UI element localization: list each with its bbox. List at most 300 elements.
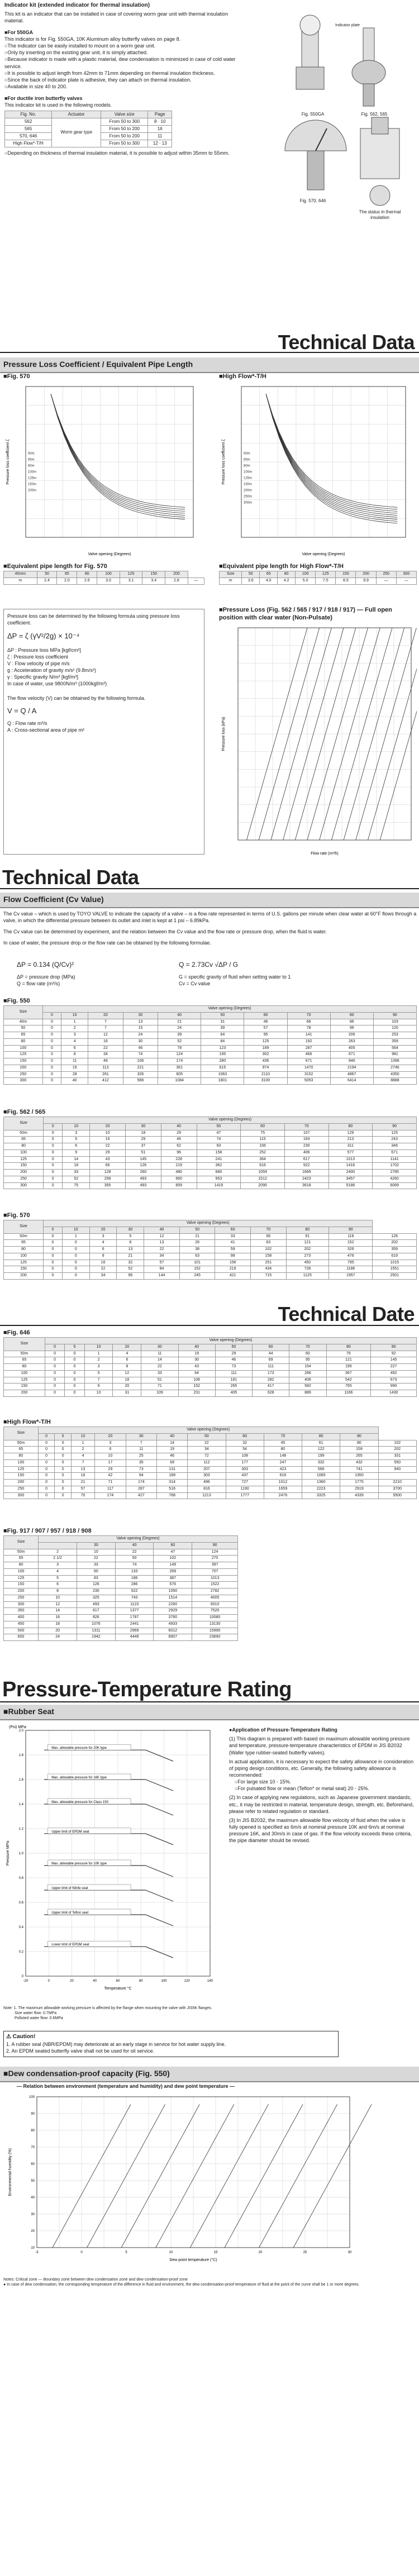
tbl917-heading: ■Fig. 917 / 907 / 957 / 918 / 908 xyxy=(3,1528,92,1534)
table-cell: 6 xyxy=(95,1447,126,1453)
table-cell: — xyxy=(396,578,416,584)
table-cell: 22 xyxy=(90,1143,126,1150)
ptr-app-item: (3) In JIS B2032, the maximum allowable flow velocity of fluid when the valve is fully opened is specified as 6m/s at nominal pressure 10K and 6m/s at nominal pressure 16K, and 30m/s in case of gas. If the flow velocity exceeds these criteria, the pipe diameter should be revised. xyxy=(229,1817,412,1844)
series-line xyxy=(53,2105,131,2248)
table-row xyxy=(4,1025,417,1032)
table-header: 40 xyxy=(158,1012,201,1019)
x-tick-label: 30 xyxy=(347,2251,352,2254)
table-cell: 80 xyxy=(4,1143,44,1150)
table-cell: 1957 xyxy=(329,1273,373,1280)
table-cell: 65 xyxy=(4,1556,39,1562)
table-cell: 207 xyxy=(188,1466,226,1473)
table-cell: 8 xyxy=(117,1240,144,1247)
x-tick-label: -20 xyxy=(23,1979,28,1983)
series-label: 300m xyxy=(244,501,253,505)
table-cell: 3 xyxy=(95,1440,126,1447)
cv-table-550 xyxy=(3,1005,417,1085)
table-header: 90 xyxy=(373,1012,416,1019)
tbl570-heading: ■Fig. 570 xyxy=(3,1212,30,1219)
table-cell: 65 xyxy=(4,1032,43,1039)
cv-para: The Cv value can be determined by experiment, and the relation between the Cv value and the flow rate or pressure drop, when the fluid is water. xyxy=(3,929,327,935)
formula-def: γ : Specific gravity N/m³ [kgf/m³] xyxy=(7,674,79,680)
table-cell: 1050 xyxy=(154,1588,192,1595)
table-cell: 2929 xyxy=(154,1608,192,1615)
table-header: 60 xyxy=(253,1344,289,1351)
series-label: 250m xyxy=(244,495,253,499)
table-cell: 100 xyxy=(4,1253,44,1260)
y-tick-label: 1.6 xyxy=(18,1778,23,1782)
table-cell: 32 xyxy=(226,1440,264,1447)
table-cell: 126 xyxy=(77,1582,115,1588)
table-cell: 0 xyxy=(44,1137,63,1143)
table-cell: 615 xyxy=(201,1065,244,1071)
table-cell: Worm gear type xyxy=(52,118,101,147)
table-header: 30 xyxy=(77,1542,115,1549)
rating-line xyxy=(146,1834,174,1845)
table-cell: 24 xyxy=(39,1634,77,1641)
table-cell: 346 xyxy=(373,1143,417,1150)
table-cell: 195 xyxy=(201,1052,244,1058)
table-cell: 38 xyxy=(179,1247,215,1253)
table-header-span: Valve opening (Degrees) xyxy=(45,1338,416,1344)
table-cell: 80 xyxy=(4,1562,39,1569)
table-cell: 359 xyxy=(373,1038,416,1045)
table-cell: 150 xyxy=(4,1163,44,1170)
table-cell: 0 xyxy=(38,1486,55,1492)
series-line xyxy=(225,2105,303,2248)
table-cell: 73 xyxy=(215,1364,252,1371)
table-cell: 680 xyxy=(197,1170,241,1176)
table-cell: 280 xyxy=(201,1058,244,1065)
table-cell: 126 xyxy=(125,1163,161,1170)
table-header-span: Valve opening (Degrees) xyxy=(43,1220,372,1227)
table-header: Size xyxy=(4,1536,39,1549)
table-cell: 741 xyxy=(340,1466,378,1473)
table-cell: From 50 to 200 xyxy=(101,125,148,132)
table-row xyxy=(4,1608,238,1615)
table-cell: 227 xyxy=(371,1364,417,1371)
table-cell: 6 xyxy=(39,1582,77,1588)
table-row xyxy=(4,1473,417,1480)
table-cell: 125 xyxy=(4,1377,45,1384)
table-cell: 148 xyxy=(264,1453,302,1460)
press-loss-heading: ■Pressure Loss (Fig. 562 / 565 / 917 / 918 / 917) — Full open position with clear water (Non-Pulsate) xyxy=(219,607,392,621)
table-cell: 12 xyxy=(39,1601,77,1608)
divider xyxy=(0,352,419,353)
table-cell: 0 xyxy=(43,1253,62,1260)
fig-562-565-drawing xyxy=(352,28,385,106)
y-tick-label: 1.0 xyxy=(18,1852,23,1855)
table-header: 100 xyxy=(296,571,316,578)
table-cell: 628 xyxy=(253,1390,289,1397)
table-header: Fig. No. xyxy=(5,111,52,118)
ductile-models-table xyxy=(4,111,172,147)
table-header: 70 xyxy=(287,1012,330,1019)
table-cell: 2.4 xyxy=(37,578,57,584)
table-cell: 542 xyxy=(326,1377,371,1384)
dew-band: ■Dew condensation-proof capacity (Fig. 550) xyxy=(0,2067,419,2082)
table-cell: 1777 xyxy=(226,1492,264,1499)
table-header: 70 xyxy=(251,1227,287,1233)
table-cell: 12 xyxy=(144,1233,180,1240)
table-cell: 18 xyxy=(113,1377,141,1384)
cv-para: In case of water, the pressure drop or the flow rate can be obtained by the following formulae. xyxy=(3,940,211,946)
flow-formula: V = Q / A xyxy=(7,706,37,715)
table-header: 50 xyxy=(179,1227,215,1233)
series-line xyxy=(266,394,397,518)
table-header: 60 xyxy=(215,1227,251,1233)
caution-title xyxy=(6,2034,336,2041)
y-unit-label: (Psi) MPa xyxy=(9,1725,26,1729)
warning-icon: ⚠ xyxy=(6,2034,11,2040)
table-cell: 423 xyxy=(264,1466,302,1473)
table-cell: 1141 xyxy=(373,1156,417,1163)
table-cell: 727 xyxy=(226,1480,264,1486)
table-cell: 102 xyxy=(154,1556,192,1562)
table-cell: 1063 xyxy=(201,1071,244,1078)
y-tick-label: 20 xyxy=(31,2230,35,2233)
table-cell: 0 xyxy=(43,1273,62,1280)
table-header: 10 xyxy=(63,1123,90,1130)
table-cell: 84 xyxy=(144,1266,180,1273)
table-row xyxy=(4,1058,417,1065)
table-header: 40 xyxy=(156,1433,187,1440)
y-tick-label: 1.2 xyxy=(18,1828,23,1831)
table-cell: 1012 xyxy=(264,1480,302,1486)
table-cell: 990 xyxy=(371,1384,417,1390)
table-cell: 59 xyxy=(215,1247,251,1253)
table-header: 70 xyxy=(264,1433,302,1440)
table-cell: 150 xyxy=(4,1384,45,1390)
caution-item: 2. An EPDM seated butterfly valve shall not be used for oil service. xyxy=(6,2048,155,2054)
x-tick-label: 10 xyxy=(169,2251,173,2254)
table-cell: 64 xyxy=(201,1032,244,1039)
table-cell: 61 xyxy=(302,1440,340,1447)
y-axis-label: Environmental humidity (%) xyxy=(8,2148,12,2196)
ptr-app-heading: ●Application of Pressure-Temperature Rating xyxy=(229,1727,337,1733)
cv-table-646 xyxy=(3,1337,417,1397)
table-cell: 258 xyxy=(90,1176,126,1182)
table-cell: 3.4 xyxy=(142,578,165,584)
table-cell: 96 xyxy=(117,1273,144,1280)
table-cell: 1213 xyxy=(188,1492,226,1499)
table-cell: 1416 xyxy=(328,1163,373,1170)
table-cell: 617 xyxy=(77,1608,115,1615)
table-cell: 54 xyxy=(226,1447,264,1453)
table-cell: 1084 xyxy=(158,1078,201,1085)
cv-paragraphs xyxy=(3,910,417,947)
rubber-seat-band: ■Rubber Seat xyxy=(0,1705,419,1720)
table-cell: 1512 xyxy=(241,1176,285,1182)
table-cell: From 50 to 200 xyxy=(101,132,148,140)
table-cell: 4350 xyxy=(373,1071,416,1078)
table-cell: 60 xyxy=(77,1568,115,1575)
table-cell: 71 xyxy=(141,1384,178,1390)
indicator-figures xyxy=(274,11,413,307)
cv-table-917 xyxy=(3,1535,238,1641)
formula-def: ΔP : Pressure loss MPa [kgf/cm²] xyxy=(7,647,81,653)
table-cell: 41 xyxy=(215,1240,251,1247)
table-cell: 13 xyxy=(144,1240,180,1247)
table-cell: 0 xyxy=(62,1240,89,1247)
table-cell: 816 xyxy=(188,1486,226,1492)
x-tick-label: 20 xyxy=(258,2251,263,2254)
table-cell: 51 xyxy=(141,1377,178,1384)
table-cell: 715 xyxy=(251,1273,287,1280)
table-cell: 62 xyxy=(161,1143,197,1150)
table-cell: 795 xyxy=(329,1260,373,1266)
table-cell: 300 xyxy=(4,1492,39,1499)
series-label: 200m xyxy=(28,489,37,493)
table-cell: 200 xyxy=(4,1588,39,1595)
tbl646-heading: ■Fig. 646 xyxy=(3,1329,30,1336)
table-cell: 516 xyxy=(156,1486,187,1492)
table-cell: 95 xyxy=(244,1032,287,1039)
table-cell: 1801 xyxy=(201,1078,244,1085)
table-cell: 311 xyxy=(328,1143,373,1150)
table-cell: 1311 xyxy=(77,1628,115,1634)
table-cell: 2.0 xyxy=(57,578,77,584)
table-cell: 2 xyxy=(39,1549,77,1556)
table-cell: 39 xyxy=(158,1032,201,1039)
x-tick-label: -5 xyxy=(35,2251,39,2254)
table-cell: 5053 xyxy=(287,1078,330,1085)
table-cell: 367 xyxy=(326,1370,371,1377)
table-cell: 250 xyxy=(4,1595,39,1601)
table-row xyxy=(4,1453,417,1460)
table-cell: 3 xyxy=(61,1032,88,1039)
kit-ductile-heading: ■For ductile iron butterfly valves xyxy=(4,96,83,102)
table-cell: 159 xyxy=(340,1447,378,1453)
table-header: 0 xyxy=(43,1227,62,1233)
table-cell: 406 xyxy=(289,1377,326,1384)
table-cell: 564 xyxy=(373,1045,416,1052)
table-header: 70 xyxy=(289,1344,326,1351)
table-cell: 50m xyxy=(4,1440,39,1447)
table-header: 30 xyxy=(141,1344,178,1351)
cv-formula-def: ΔP = pressure drop (MPa) xyxy=(17,974,75,980)
table-cell: 5500 xyxy=(378,1492,416,1499)
table-row xyxy=(4,1247,417,1253)
table-row xyxy=(4,1176,417,1182)
table-cell: 981 xyxy=(373,1052,416,1058)
table-cell: 7 xyxy=(71,1459,94,1466)
table-cell: 974 xyxy=(244,1065,287,1071)
table-cell: 128 xyxy=(90,1170,126,1176)
table-cell: 247 xyxy=(264,1459,302,1466)
rating-label: Max. allowable pressure for 10K type xyxy=(51,1862,107,1866)
table-cell: 120 xyxy=(373,1025,416,1032)
table-header: 5 xyxy=(65,1344,84,1351)
series-line xyxy=(266,394,397,519)
table-cell: 326 xyxy=(329,1247,373,1253)
table-cell: 0 xyxy=(62,1253,89,1260)
kit-550-heading: ■For 550GA xyxy=(4,29,33,35)
table-cell: 405 xyxy=(330,1045,373,1052)
table-cell: 0 xyxy=(55,1466,72,1473)
table-cell: 50m xyxy=(4,1233,44,1240)
table-cell: 0 xyxy=(44,1130,63,1137)
table-cell: 70 xyxy=(71,1492,94,1499)
table-cell: 480 xyxy=(161,1170,197,1176)
table-cell: 102 xyxy=(378,1440,416,1447)
table-cell: 4 xyxy=(113,1351,141,1357)
table-cell: 0 xyxy=(38,1480,55,1486)
table-cell: 303 xyxy=(226,1466,264,1473)
table-cell: 0 xyxy=(45,1357,64,1364)
table-cell: 743 xyxy=(115,1595,154,1601)
table-cell: 16 xyxy=(88,1038,123,1045)
table-row xyxy=(4,1143,417,1150)
fig-550ga-caption: Fig. 550GA xyxy=(301,112,325,117)
table-cell: 8 · 10 xyxy=(148,118,172,125)
rating-label: Lower limit of EPDM seat xyxy=(51,1943,89,1947)
formula-intro: Pressure loss can be determined by the following formula using pressure loss coefficient. xyxy=(7,613,180,626)
table-cell: 65 xyxy=(4,1357,45,1364)
table-cell: 29 xyxy=(161,1130,197,1137)
table-row xyxy=(4,1170,417,1176)
table-cell: 9 xyxy=(89,1253,117,1260)
table-header: 50 xyxy=(242,571,260,578)
table-cell: 562 xyxy=(5,118,52,125)
table-cell: 0 xyxy=(44,1176,63,1182)
table-cell: 19 xyxy=(178,1351,215,1357)
table-header: 65 xyxy=(260,571,278,578)
table-header: 30 xyxy=(126,1433,156,1440)
table-cell: 466 xyxy=(287,1052,330,1058)
table-cell: 5 xyxy=(39,1575,77,1582)
table-cell: 200 xyxy=(4,1390,45,1397)
table-cell: 671 xyxy=(373,1149,417,1156)
table-cell: 10 xyxy=(90,1130,126,1137)
table-row xyxy=(4,1156,417,1163)
table-cell: 3457 xyxy=(328,1176,373,1182)
table-cell: 3325 xyxy=(302,1492,340,1499)
table-cell: 117 xyxy=(95,1486,126,1492)
table-cell: 195 xyxy=(326,1364,371,1371)
table-cell: 1669 xyxy=(284,1170,328,1176)
table-cell: 0 xyxy=(43,1247,62,1253)
table-cell: 2423 xyxy=(284,1176,328,1182)
table-cell: 78 xyxy=(158,1045,201,1052)
series-label: 125m xyxy=(244,476,253,480)
table-cell: 145 xyxy=(371,1357,417,1364)
table-row xyxy=(4,1182,417,1189)
table-cell: 20 xyxy=(113,1384,141,1390)
table-cell: 1470 xyxy=(287,1065,330,1071)
y-axis-label: Pressure loss (kPa) xyxy=(222,717,226,751)
table-cell: 269 xyxy=(154,1568,192,1575)
table-cell: 111 xyxy=(253,1364,289,1371)
table-header: 60 xyxy=(244,1012,287,1019)
table-header: 90 xyxy=(192,1542,238,1549)
table-row xyxy=(4,1601,238,1608)
table-header: 100 xyxy=(97,571,120,578)
table-cell: 4449 xyxy=(115,1634,154,1641)
fig570-chart-svg xyxy=(3,381,204,560)
series-label: 80m xyxy=(28,464,35,468)
y-tick-label: 40 xyxy=(31,2196,35,2200)
table-cell: 0 xyxy=(44,1163,63,1170)
table-cell: 7520 xyxy=(192,1608,238,1615)
y-tick-label: 70 xyxy=(31,2146,35,2149)
table-cell: From 50 to 300 xyxy=(101,118,148,125)
y-axis-label: Pressure loss coefficient ζ xyxy=(6,439,10,485)
table-header-span: Valve opening (Degrees) xyxy=(44,1117,417,1124)
table-cell: 230 xyxy=(284,1143,328,1150)
table-cell: 125 xyxy=(4,1156,44,1163)
table-row xyxy=(4,1149,417,1156)
table-cell: 75 xyxy=(63,1182,90,1189)
table-cell: 19 xyxy=(61,1065,88,1071)
table-cell: 260 xyxy=(125,1170,161,1176)
table-row xyxy=(4,1351,417,1357)
table-cell: 50 xyxy=(115,1556,154,1562)
y-tick-label: 10 xyxy=(31,2246,35,2250)
table-cell: 2.8 xyxy=(165,578,188,584)
table-row xyxy=(4,1038,417,1045)
table-cell: 125 xyxy=(373,1130,417,1137)
rating-label: Upper limit of Nitrile seat xyxy=(51,1887,88,1890)
table-cell: 125 xyxy=(4,1052,43,1058)
table-cell: 46 xyxy=(244,1019,287,1025)
table-cell: 570, 646 xyxy=(5,132,52,140)
table-header: 20 xyxy=(113,1344,141,1351)
table-cell: 43 xyxy=(90,1156,126,1163)
table-cell: 11 xyxy=(61,1058,88,1065)
table-cell: 24 xyxy=(123,1032,158,1039)
table-cell: 707 xyxy=(192,1568,238,1575)
table-header: Size xyxy=(4,1338,45,1351)
table-cell: 660 xyxy=(161,1176,197,1182)
table-cell: 21 xyxy=(117,1253,144,1260)
table-cell: 65 xyxy=(4,1137,44,1143)
flow-def: A : Cross-sectional area of pipe m² xyxy=(7,727,85,733)
table-row xyxy=(4,1480,417,1486)
tblhf-heading: ■High Flow*-T/H xyxy=(3,1419,51,1425)
table-cell: 199 xyxy=(302,1453,340,1460)
x-axis-label: Valve opening (Degrees) xyxy=(88,552,131,556)
table-cell: 0 xyxy=(42,1078,61,1085)
table-cell: 427 xyxy=(126,1492,156,1499)
table-cell: 2.6 xyxy=(77,578,97,584)
table-header: 40 xyxy=(161,1123,197,1130)
table-cell: 387 xyxy=(154,1575,192,1582)
table-cell: 496 xyxy=(188,1480,226,1486)
x-axis-label: Dew point temperature (°C) xyxy=(169,2258,217,2262)
x-tick-label: 80 xyxy=(139,1979,143,1983)
table-cell: 29 xyxy=(215,1351,252,1357)
table-cell: 4.0 xyxy=(260,578,278,584)
table-cell: 206 xyxy=(330,1032,373,1039)
x-tick-label: 120 xyxy=(184,1979,190,1983)
table-cell: 4867 xyxy=(330,1071,373,1078)
table-cell: 0 xyxy=(38,1453,55,1460)
table-cell: 96 xyxy=(161,1149,197,1156)
table-cell: 253 xyxy=(373,1032,416,1039)
cv-table-highflow xyxy=(3,1427,417,1499)
table-cell: 80 xyxy=(4,1038,43,1045)
table-cell: 889 xyxy=(289,1390,326,1397)
table-header: 80 xyxy=(302,1433,340,1440)
table-cell: 14 xyxy=(39,1608,77,1615)
series-line xyxy=(266,394,397,522)
table-cell: 4 xyxy=(61,1038,88,1045)
fig570-pressure-chart xyxy=(3,381,204,560)
table-cell: 33 xyxy=(215,1233,251,1240)
table-row xyxy=(4,1019,417,1025)
table-cell: 1398 xyxy=(373,1058,416,1065)
